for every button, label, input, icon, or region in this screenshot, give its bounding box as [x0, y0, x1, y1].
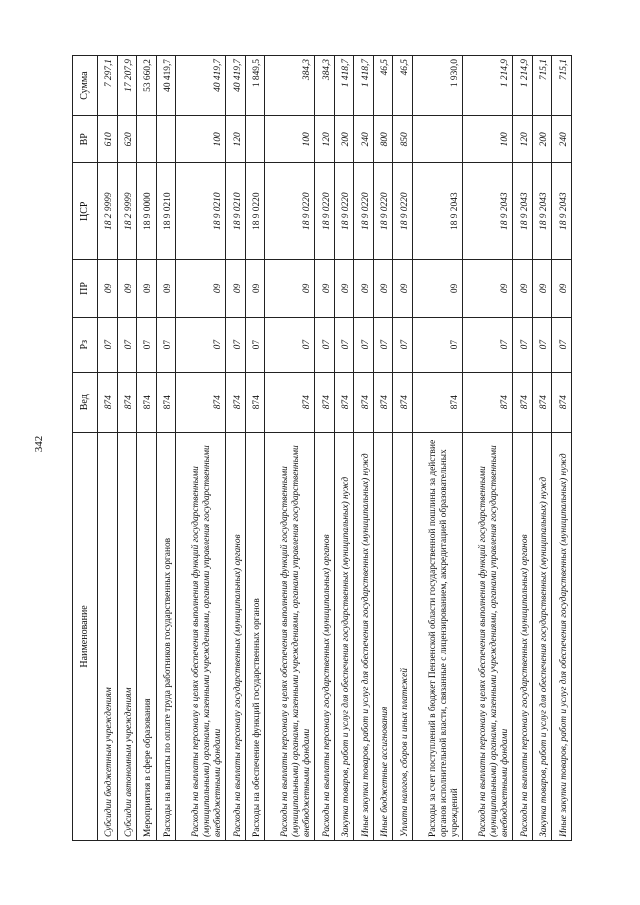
cell-csr: 18 9 0220	[354, 163, 374, 260]
cell-pr: 09	[354, 260, 374, 318]
cell-ved: 874	[393, 372, 413, 432]
cell-sum: 53 660,2	[137, 56, 157, 116]
cell-csr: 18 9 0220	[265, 163, 315, 260]
cell-name: Расходы на обеспечение функций государственных органов	[245, 432, 265, 840]
cell-rz: 07	[315, 317, 335, 372]
cell-pr: 09	[137, 260, 157, 318]
cell-name: Расходы на выплаты персоналу в целях обеспечения выполнения функций государственными (муниципальными) органами, казенными учреждениями, органами управления государственными внебюджетными фондами	[265, 432, 315, 840]
header-pr: ПР	[73, 260, 98, 318]
cell-rz: 07	[245, 317, 265, 372]
cell-csr: 18 9 0220	[245, 163, 265, 260]
cell-pr: 09	[226, 260, 246, 318]
cell-csr: 18 9 0220	[315, 163, 335, 260]
cell-pr: 09	[393, 260, 413, 318]
header-rz: Рз	[73, 317, 98, 372]
table-row	[245, 56, 265, 841]
cell-ved: 874	[354, 372, 374, 432]
cell-pr: 09	[412, 260, 462, 318]
cell-sum: 1 418,7	[334, 56, 354, 116]
cell-csr: 18 9 2043	[552, 163, 572, 260]
cell-ved: 874	[412, 372, 462, 432]
header-ved: Вед	[73, 372, 98, 432]
cell-sum: 715,1	[552, 56, 572, 116]
cell-sum: 1 418,7	[354, 56, 374, 116]
cell-rz: 07	[552, 317, 572, 372]
table-row	[354, 56, 374, 841]
cell-csr: 18 9 0220	[393, 163, 413, 260]
cell-csr: 18 9 0210	[176, 163, 226, 260]
cell-pr: 09	[98, 260, 118, 318]
cell-ved: 874	[334, 372, 354, 432]
cell-pr: 09	[176, 260, 226, 318]
table-row	[156, 56, 176, 841]
cell-name: Мероприятия в сфере образования	[137, 432, 157, 840]
cell-pr: 09	[532, 260, 552, 318]
cell-name: Расходы на выплаты персоналу государственных (муниципальных) органов	[513, 432, 533, 840]
cell-csr: 18 9 2043	[513, 163, 533, 260]
table-row	[137, 56, 157, 841]
cell-name: Иные закупки товаров, работ и услуг для обеспечения государственных (муниципальных) нужд	[354, 432, 374, 840]
cell-name: Закупка товаров, работ и услуг для обеспечения государственных (муниципальных) нужд	[532, 432, 552, 840]
table-row	[315, 56, 335, 841]
cell-ved: 874	[552, 372, 572, 432]
cell-name: Расходы на выплаты персоналу государственных (муниципальных) органов	[226, 432, 246, 840]
cell-name: Иные закупки товаров, работ и услуг для обеспечения государственных (муниципальных) нужд	[552, 432, 572, 840]
cell-rz: 07	[532, 317, 552, 372]
cell-vr	[245, 116, 265, 163]
cell-sum: 40 419,7	[176, 56, 226, 116]
cell-sum: 1 930,0	[412, 56, 462, 116]
table-row	[98, 56, 118, 841]
cell-rz: 07	[117, 317, 137, 372]
budget-table-container	[72, 55, 572, 841]
cell-name: Закупка товаров, работ и услуг для обеспечения государственных (муниципальных) нужд	[334, 432, 354, 840]
cell-csr: 18 9 2043	[463, 163, 513, 260]
cell-rz: 07	[373, 317, 393, 372]
cell-ved: 874	[176, 372, 226, 432]
table-row	[393, 56, 413, 841]
cell-sum: 1 849,5	[245, 56, 265, 116]
cell-csr: 18 2 9999	[117, 163, 137, 260]
cell-name: Субсидии автономным учреждениям	[117, 432, 137, 840]
cell-vr: 120	[315, 116, 335, 163]
cell-ved: 874	[98, 372, 118, 432]
cell-rz: 07	[412, 317, 462, 372]
cell-rz: 07	[354, 317, 374, 372]
cell-vr: 100	[463, 116, 513, 163]
header-csr: ЦСР	[73, 163, 98, 260]
cell-ved: 874	[463, 372, 513, 432]
cell-vr	[137, 116, 157, 163]
cell-ved: 874	[117, 372, 137, 432]
cell-csr: 18 9 0220	[373, 163, 393, 260]
cell-csr: 18 9 2043	[532, 163, 552, 260]
cell-vr: 120	[226, 116, 246, 163]
table-header-row	[73, 56, 98, 841]
cell-sum: 17 207,9	[117, 56, 137, 116]
cell-sum: 715,1	[532, 56, 552, 116]
table-row	[226, 56, 246, 841]
cell-rz: 07	[98, 317, 118, 372]
cell-pr: 09	[265, 260, 315, 318]
cell-vr: 800	[373, 116, 393, 163]
cell-pr: 09	[334, 260, 354, 318]
cell-vr: 100	[176, 116, 226, 163]
table-row	[373, 56, 393, 841]
cell-sum: 1 214,9	[513, 56, 533, 116]
cell-rz: 07	[156, 317, 176, 372]
cell-sum: 384,3	[315, 56, 335, 116]
cell-ved: 874	[315, 372, 335, 432]
cell-rz: 07	[137, 317, 157, 372]
cell-csr: 18 9 0210	[156, 163, 176, 260]
cell-ved: 874	[245, 372, 265, 432]
cell-rz: 07	[513, 317, 533, 372]
cell-name: Расходы на выплаты персоналу в целях обеспечения выполнения функций государственными (муниципальными) органами, казенными учреждениями, органами управления государственными внебюджетными фондами	[463, 432, 513, 840]
cell-name: Расходы за счет поступлений в бюджет Пензенской области государственной пошлины за действие органов исполнительной власти, связанные с лицензированием, аккредитацией образовательных учреждений	[412, 432, 462, 840]
cell-vr: 240	[552, 116, 572, 163]
table-row	[176, 56, 226, 841]
cell-csr: 18 2 9999	[98, 163, 118, 260]
table-row	[463, 56, 513, 841]
cell-sum: 384,3	[265, 56, 315, 116]
cell-pr: 09	[315, 260, 335, 318]
cell-pr: 09	[156, 260, 176, 318]
cell-name: Иные бюджетные ассигнования	[373, 432, 393, 840]
cell-rz: 07	[334, 317, 354, 372]
header-sum: Сумма	[73, 56, 98, 116]
cell-ved: 874	[373, 372, 393, 432]
cell-sum: 40 419,7	[156, 56, 176, 116]
cell-ved: 874	[226, 372, 246, 432]
cell-ved: 874	[265, 372, 315, 432]
cell-pr: 09	[245, 260, 265, 318]
cell-rz: 07	[265, 317, 315, 372]
cell-vr: 240	[354, 116, 374, 163]
cell-vr: 100	[265, 116, 315, 163]
table-row	[552, 56, 572, 841]
cell-pr: 09	[463, 260, 513, 318]
cell-sum: 7 297,1	[98, 56, 118, 116]
cell-sum: 40 419,7	[226, 56, 246, 116]
cell-vr: 120	[513, 116, 533, 163]
table-row	[532, 56, 552, 841]
cell-rz: 07	[226, 317, 246, 372]
cell-sum: 1 214,9	[463, 56, 513, 116]
cell-rz: 07	[176, 317, 226, 372]
cell-vr	[156, 116, 176, 163]
cell-ved: 874	[137, 372, 157, 432]
table-row	[334, 56, 354, 841]
cell-vr: 610	[98, 116, 118, 163]
cell-rz: 07	[463, 317, 513, 372]
table-row	[117, 56, 137, 841]
cell-sum: 46,5	[373, 56, 393, 116]
cell-pr: 09	[552, 260, 572, 318]
cell-name: Уплата налогов, сборов и иных платежей	[393, 432, 413, 840]
header-name: Наименование	[73, 432, 98, 840]
cell-rz: 07	[393, 317, 413, 372]
table-row	[265, 56, 315, 841]
cell-ved: 874	[156, 372, 176, 432]
page-number: 342	[33, 435, 45, 453]
cell-name: Расходы на выплаты персоналу государственных (муниципальных) органов	[315, 432, 335, 840]
header-vr: ВР	[73, 116, 98, 163]
cell-pr: 09	[117, 260, 137, 318]
cell-ved: 874	[532, 372, 552, 432]
cell-csr: 18 9 2043	[412, 163, 462, 260]
cell-name: Субсидии бюджетным учреждениям	[98, 432, 118, 840]
cell-vr	[412, 116, 462, 163]
cell-vr: 850	[393, 116, 413, 163]
table-row	[412, 56, 462, 841]
cell-vr: 620	[117, 116, 137, 163]
cell-name: Расходы на выплаты персоналу в целях обеспечения выполнения функций государственными (муниципальными) органами, казенными учреждениями, органами управления государственными внебюджетными фондами	[176, 432, 226, 840]
cell-ved: 874	[513, 372, 533, 432]
cell-csr: 18 9 0210	[226, 163, 246, 260]
cell-csr: 18 9 0220	[334, 163, 354, 260]
cell-pr: 09	[513, 260, 533, 318]
cell-sum: 46,5	[393, 56, 413, 116]
cell-name: Расходы на выплаты по оплате труда работников государственных органов	[156, 432, 176, 840]
cell-vr: 200	[532, 116, 552, 163]
cell-vr: 200	[334, 116, 354, 163]
cell-csr: 18 9 0000	[137, 163, 157, 260]
table-row	[513, 56, 533, 841]
cell-pr: 09	[373, 260, 393, 318]
budget-table	[72, 55, 572, 841]
